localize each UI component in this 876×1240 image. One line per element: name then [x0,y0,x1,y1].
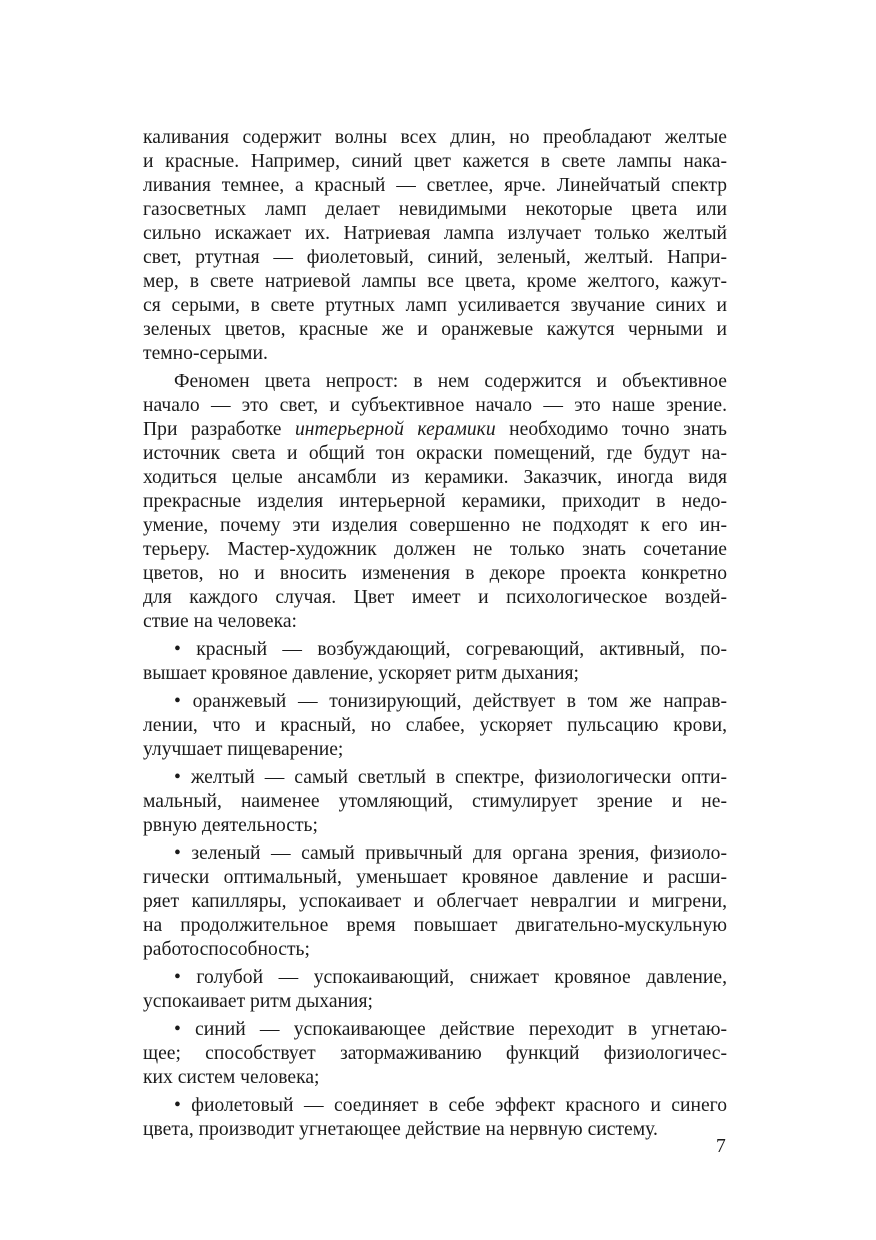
text-line: цветов, но и вносить изменения в декоре проекта конкретно [143,563,727,584]
color-effects-list [143,638,727,1142]
text-line: ходиться целые ансамбли из керамики. Заказчик, иногда видя [143,467,727,488]
list-item-green [143,842,727,962]
text-line: ливания темнее, а красный — светлее, ярче. Линейчатый спектр [143,175,727,196]
text-line: прекрасные изделия интерьерной керамики, приходит в недо- [143,491,727,512]
text-line: вышает кровяное давление, ускоряет ритм дыхания; [143,663,579,684]
text-line: рвную деятельность; [143,815,318,836]
text-line: • фиолетовый — соединяет в себе эффект красного и синего [174,1095,727,1116]
page-body [143,126,727,1142]
page-number: 7 [716,1136,726,1157]
text-line-with-emphasis [143,418,727,442]
text-line: сильно искажает их. Натриевая лампа излучает только желтый [143,223,727,244]
text-line: мер, в свете натриевой лампы все цвета, кроме желтого, кажут- [143,271,727,292]
text-line: успокаивает ритм дыхания; [143,991,373,1012]
text-line: Феномен цвета непрост: в нем содержится и объективное [174,371,727,392]
text-line: на продолжительное время повышает двигательно-мускульную [143,915,727,936]
text-line: щее; способствует затормаживанию функций физиологичес- [143,1043,727,1064]
text-line: умение, почему эти изделия совершенно не подходят к его ин- [143,515,727,536]
text-line: зеленых цветов, красные же и оранжевые кажутся черными и [143,319,727,340]
text-line: начало — это свет, и субъективное начало — это наше зрение. [143,395,727,416]
text-line: свет, ртутная — фиолетовый, синий, зеленый, желтый. Напри- [143,247,727,268]
text-line: улучшает пищеварение; [143,739,344,760]
text-line: гически оптимальный, уменьшает кровяное давление и расши- [143,867,727,888]
text-line: каливания содержит волны всех длин, но преобладают желтые [143,127,727,148]
paragraph-2 [143,370,727,634]
list-item-orange [143,690,727,762]
text-line: источник света и общий тон окраски помещений, где будут на- [143,443,727,464]
list-item-red [143,638,727,686]
text-line: • синий — успокаивающее действие переходит в угнетаю- [174,1019,727,1040]
list-item-yellow [143,766,727,838]
text-line: терьеру. Мастер-художник должен не только знать сочетание [143,539,727,560]
list-item-violet [143,1094,727,1142]
text-line: для каждого случая. Цвет имеет и психологическое воздей- [143,587,727,608]
text-segment: При разработке [143,419,295,440]
text-line: ся серыми, в свете ртутных ламп усиливается звучание синих и [143,295,727,316]
list-item-light-blue [143,966,727,1014]
text-line: работоспособность; [143,939,310,960]
text-line: темно-серыми. [143,343,268,364]
text-line: мальный, наименее утомляющий, стимулирует зрение и не- [143,791,727,812]
text-line: ствие на человека: [143,611,297,632]
text-line: и красные. Например, синий цвет кажется в свете лампы нака- [143,151,727,172]
emphasized-term: интерьерной керамики [295,419,496,440]
text-segment: необходимо точно знать [495,419,727,440]
text-line: лении, что и красный, но слабее, ускоряет пульсацию крови, [143,715,727,736]
paragraph-1 [143,126,727,366]
text-line: • оранжевый — тонизирующий, действует в том же направ- [174,691,727,712]
text-line: ких систем человека; [143,1067,320,1088]
list-item-blue [143,1018,727,1090]
text-line: газосветных ламп делает невидимыми некоторые цвета или [143,199,727,220]
text-line: цвета, производит угнетающее действие на нервную систему. [143,1119,658,1140]
text-line: ряет капилляры, успокаивает и облегчает невралгии и мигрени, [143,891,727,912]
text-line: • зеленый — самый привычный для органа зрения, физиоло- [174,843,727,864]
text-line: • желтый — самый светлый в спектре, физиологически опти- [174,767,727,788]
text-line: • голубой — успокаивающий, снижает кровяное давление, [174,967,727,988]
text-line: • красный — возбуждающий, согревающий, активный, по- [174,639,727,660]
